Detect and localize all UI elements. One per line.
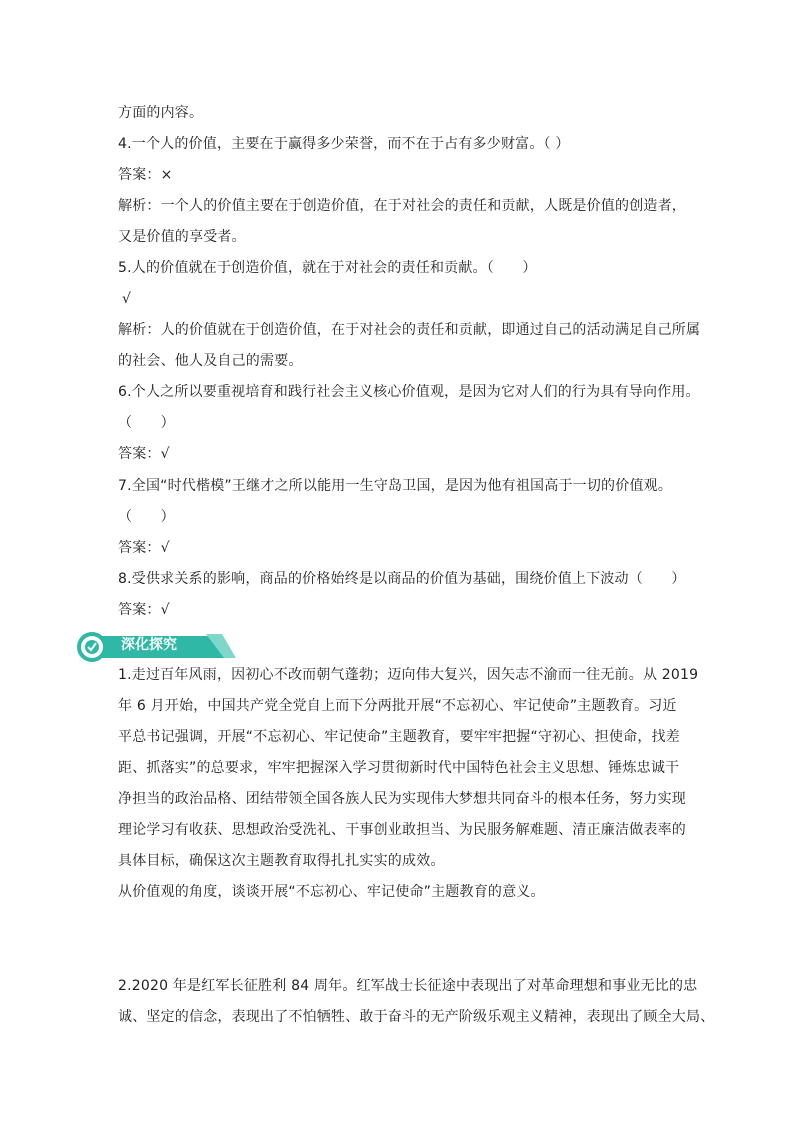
answer-blank: （ ） (118, 415, 175, 431)
text-line: 具体目标，确保这次主题教育取得扎扎实实的成效。 (118, 853, 445, 869)
text-line: 的社会、他人及自己的需要。 (118, 353, 303, 369)
text-line: 平总书记强调，开展“不忘初心、牢记使命”主题教育，要牢牢把握“守初心、担使命，找差 (118, 729, 680, 745)
answer-7: 答案：√ (118, 540, 170, 556)
answer-4: 答案：× (118, 167, 173, 183)
explanation-4: 解析：一个人的价值主要在于创造价值，在于对社会的责任和贡献，人既是价值的创造者， (118, 198, 686, 214)
explanation-5: 解析：人的价值就在于创造价值，在于对社会的责任和贡献，即通过自己的活动满足自己所属 (118, 322, 701, 338)
text-line: 诚、坚定的信念，表现出了不怕牺牲、敢于奋斗的无产阶级乐观主义精神，表现出了顾全大局、 (118, 1009, 715, 1025)
question-6: 6.个人之所以要重视培育和践行社会主义核心价值观，是因为它对人们的行为具有导向作用。 (118, 384, 700, 400)
question-prompt: 从价值观的角度，谈谈开展“不忘初心、牢记使命”主题教育的意义。 (118, 884, 545, 900)
question-4: 4.一个人的价值，主要在于赢得多少荣誉，而不在于占有多少财富。（ ） (118, 136, 570, 152)
question-2: 2.2020 年是红军长征胜利 84 周年。红军战士长征途中表现出了对革命理想和事业无比的忠 (118, 978, 698, 994)
answer-6: 答案：√ (118, 446, 170, 462)
question-1: 1.走过百年风雨，因初心不改而朝气蓬勃；迈向伟大复兴，因矢志不渝而一往无前。从 2019 (118, 667, 699, 683)
answer-5: √ (122, 291, 132, 307)
question-5: 5.人的价值就在于创造价值，就在于对社会的责任和贡献。（ ） (118, 260, 537, 276)
text-line: 方面的内容。 (118, 105, 204, 121)
text-line: 又是价值的享受者。 (118, 229, 246, 245)
text-line: 距、抓落实”的总要求，牢牢把握深入学习贯彻新时代中国特色社会主义思想、锤炼忠诚干 (118, 760, 680, 776)
text-line: 年 6 月开始，中国共产党全党自上而下分两批开展“不忘初心、牢记使命”主题教育。习近 (118, 698, 677, 714)
question-8: 8.受供求关系的影响，商品的价格始终是以商品的价值为基础，围绕价值上下波动（ ） (118, 571, 686, 587)
section-title: 深化探究 (121, 637, 177, 653)
question-7: 7.全国“时代楷模”王继才之所以能用一生守岛卫国，是因为他有祖国高于一切的价值观。 (118, 478, 673, 494)
answer-8: 答案：√ (118, 602, 170, 618)
text-line: 理论学习有收获、思想政治受洗礼、干事创业敢担当、为民服务解难题、清正廉洁做表率的 (118, 822, 686, 838)
text-line: 净担当的政治品格、团结带领全国各族人民为实现伟大梦想共同奋斗的根本任务，努力实现 (118, 791, 686, 807)
answer-blank: （ ） (118, 509, 175, 525)
